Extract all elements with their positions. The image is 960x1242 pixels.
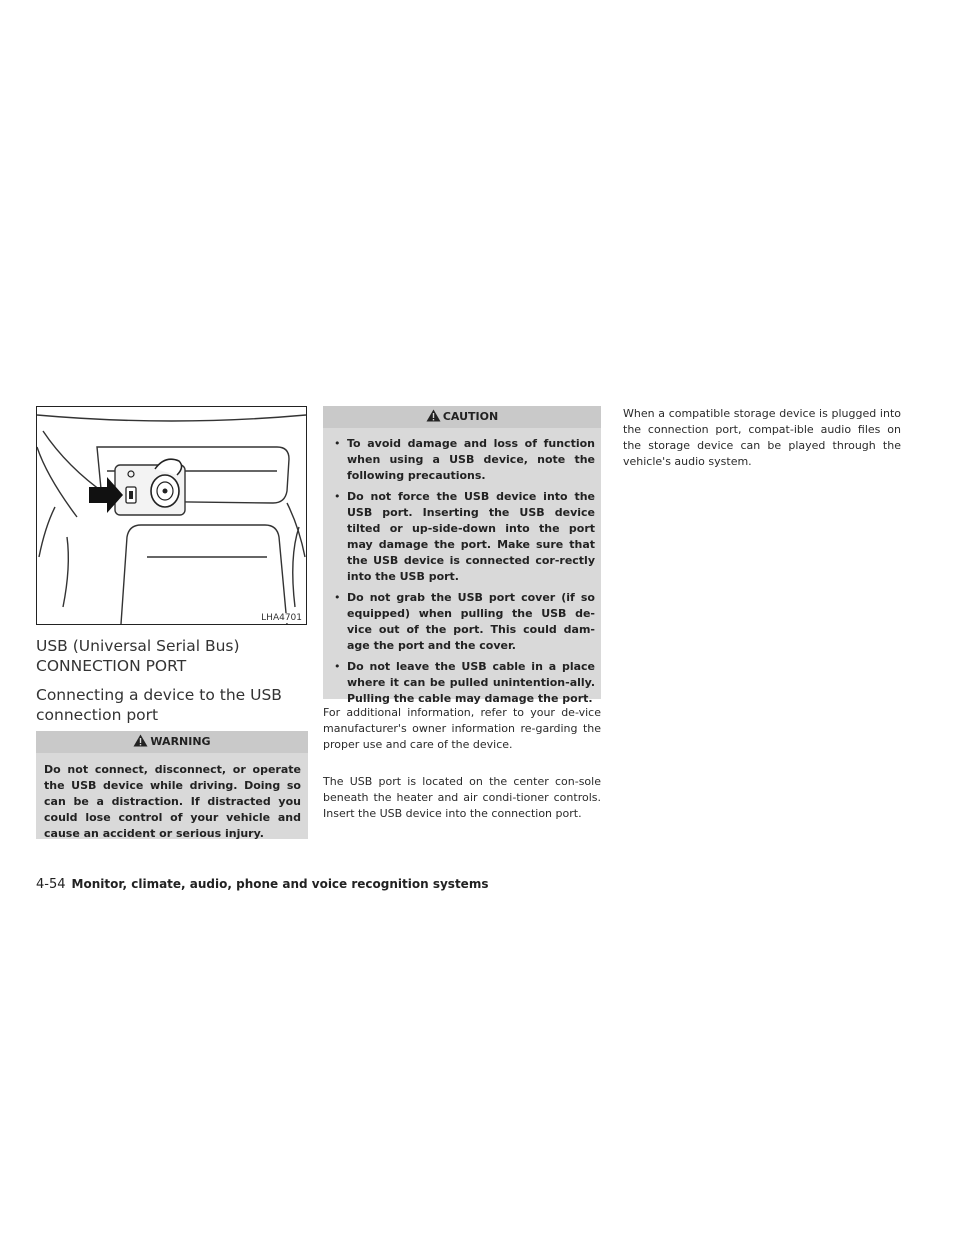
- caution-list: [323, 428, 601, 718]
- section-heading-line2: CONNECTION PORT: [36, 657, 187, 675]
- sub-heading-line1: Connecting a device to the USB: [36, 686, 282, 704]
- page-number: 4-54: [36, 877, 66, 892]
- warning-box: [36, 731, 308, 839]
- section-heading-line1: USB (Universal Serial Bus): [36, 637, 240, 655]
- warning-triangle-icon: [133, 734, 148, 747]
- caution-item: • Do not grab the USB port cover (if so equipped) when pulling the USB de-vice out of the port. This could dam-age the port and the cover.: [333, 590, 595, 654]
- caution-title-bar: [323, 406, 601, 428]
- sub-heading-line2: connection port: [36, 706, 159, 724]
- caution-box: [323, 406, 601, 705]
- usb-port-illustration: [36, 406, 307, 625]
- paragraph-additional-info: For additional information, refer to your de-vice manufacturer's owner information re-garding the proper use and care of the device.: [323, 706, 601, 751]
- center-console-drawing: [37, 407, 306, 624]
- page-footer: [36, 877, 488, 892]
- caution-item: • To avoid damage and loss of function when using a USB device, note the following precautions.: [333, 436, 595, 484]
- caution-title: CAUTION: [442, 410, 499, 423]
- warning-title: WARNING: [150, 735, 211, 748]
- caution-triangle-icon: [426, 409, 441, 422]
- chapter-title: Monitor, climate, audio, phone and voice recognition systems: [71, 877, 489, 891]
- warning-title-bar: [36, 731, 308, 753]
- paragraph-compatible-device: When a compatible storage device is plugged into the connection port, compat-ible audio files on the storage device can be played through the vehicle's audio system.: [623, 407, 901, 468]
- figure-code: LHA4701: [261, 613, 302, 623]
- paragraph-port-location: The USB port is located on the center con-sole beneath the heater and air condi-tioner controls. Insert the USB device into the connection port.: [323, 775, 601, 820]
- sub-heading: [36, 685, 308, 725]
- warning-text: Do not connect, disconnect, or operate the USB device while driving. Doing so can be a distraction. If distracted you could lose control of your vehicle and cause an accident or serious injury.: [44, 763, 301, 840]
- caution-item: • Do not leave the USB cable in a place where it can be pulled unintention-ally. Pulling the cable may damage the port.: [333, 659, 595, 707]
- caution-item: • Do not force the USB device into the USB port. Inserting the USB device tilted or up-side-down into the port may damage the port. Make sure that the USB device is connected cor-rectly into the USB port.: [333, 489, 595, 585]
- section-heading: [36, 636, 308, 676]
